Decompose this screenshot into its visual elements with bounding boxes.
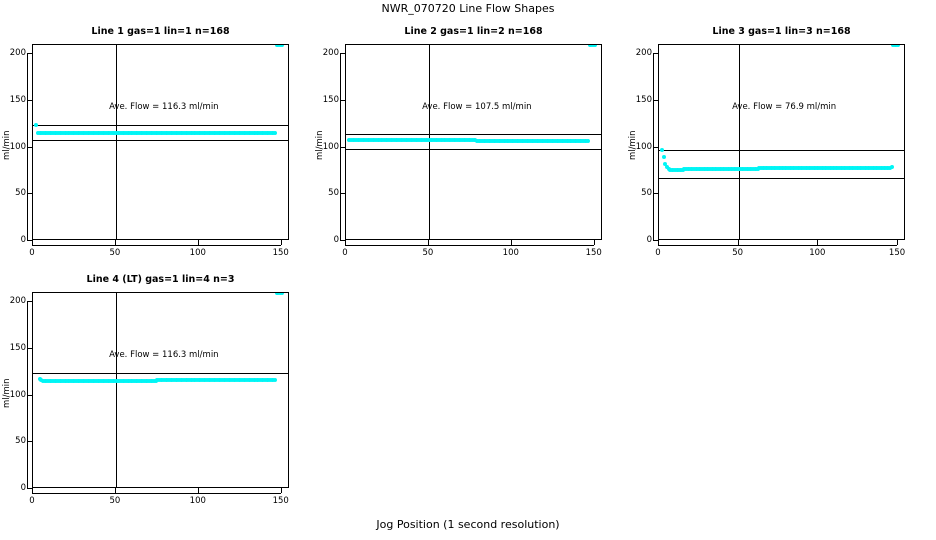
data-point xyxy=(662,155,666,159)
x-tick xyxy=(594,240,595,245)
x-tick-label: 150 xyxy=(272,496,289,506)
data-point xyxy=(280,44,284,47)
data-point xyxy=(896,44,900,47)
reference-hline xyxy=(346,134,601,135)
x-tick-label: 50 xyxy=(109,496,121,506)
x-axis-line xyxy=(32,245,281,246)
y-tick-label: 50 xyxy=(328,188,339,199)
y-tick-label: 100 xyxy=(635,141,652,152)
y-tick-label: 0 xyxy=(20,235,26,245)
chart-panel-line4 xyxy=(0,274,289,510)
x-tick-label: 0 xyxy=(29,248,35,258)
x-tick-label: 50 xyxy=(109,248,121,258)
plot-area xyxy=(32,44,289,240)
x-tick-label: 100 xyxy=(189,248,206,258)
y-tick-label: 200 xyxy=(635,48,652,59)
x-axis-line xyxy=(345,245,594,246)
figure-xlabel: Jog Position (1 second resolution) xyxy=(376,518,560,531)
y-tick-label: 100 xyxy=(9,141,26,152)
figure-title: NWR_070720 Line Flow Shapes xyxy=(381,2,555,15)
reference-hline xyxy=(33,373,288,374)
x-axis-line xyxy=(32,493,281,494)
average-flow-annotation: Ave. Flow = 76.9 ml/min xyxy=(732,102,837,112)
x-tick-label: 100 xyxy=(809,248,826,258)
y-tick-label: 150 xyxy=(9,343,26,353)
reference-vline xyxy=(429,45,430,239)
x-tick xyxy=(281,488,282,493)
y-tick-label: 150 xyxy=(322,95,339,105)
reference-hline xyxy=(659,178,904,179)
x-tick-label: 100 xyxy=(189,496,206,506)
data-point xyxy=(280,292,284,295)
x-tick-label: 100 xyxy=(502,248,519,258)
data-point xyxy=(660,148,664,152)
reference-hline xyxy=(33,125,288,126)
y-tick-label: 50 xyxy=(641,188,652,199)
y-tick-label: 200 xyxy=(9,48,26,59)
y-tick-label: 0 xyxy=(333,235,339,245)
reference-hline xyxy=(659,150,904,151)
y-tick-label: 100 xyxy=(322,141,339,152)
reference-vline xyxy=(116,293,117,487)
average-flow-annotation: Ave. Flow = 116.3 ml/min xyxy=(109,350,219,360)
panel-title: Line 4 (LT) gas=1 lin=4 n=3 xyxy=(86,274,235,285)
panel-title: Line 1 gas=1 lin=1 n=168 xyxy=(91,26,230,37)
plot-area xyxy=(658,44,905,240)
y-tick-label: 50 xyxy=(15,436,26,447)
reference-vline xyxy=(116,45,117,239)
y-tick-label: 0 xyxy=(646,235,652,245)
chart-panel-line3 xyxy=(626,26,906,262)
panel-title: Line 2 gas=1 lin=2 n=168 xyxy=(404,26,543,37)
chart-panel-line1 xyxy=(0,26,289,262)
y-axis-line xyxy=(653,53,654,240)
y-tick-label: 0 xyxy=(20,483,26,493)
reference-hline xyxy=(33,140,288,141)
y-tick-label: 100 xyxy=(9,389,26,400)
panel-title: Line 3 gas=1 lin=3 n=168 xyxy=(712,26,851,37)
data-point xyxy=(593,44,597,47)
y-tick-label: 200 xyxy=(9,296,26,307)
y-axis-line xyxy=(340,53,341,240)
data-point xyxy=(34,487,38,488)
data-point xyxy=(273,131,277,135)
y-tick-label: 150 xyxy=(635,95,652,105)
x-tick-label: 0 xyxy=(342,248,348,258)
average-flow-annotation: Ave. Flow = 116.3 ml/min xyxy=(109,102,219,112)
plot-area xyxy=(345,44,602,240)
y-axis-label: ml/min xyxy=(2,378,12,408)
x-tick-label: 50 xyxy=(732,248,744,258)
x-axis-line xyxy=(658,245,897,246)
x-tick-label: 150 xyxy=(272,248,289,258)
y-axis-label: ml/min xyxy=(2,130,12,160)
x-tick xyxy=(281,240,282,245)
data-point xyxy=(586,139,590,143)
y-tick-label: 50 xyxy=(15,188,26,199)
y-tick-label: 200 xyxy=(322,48,339,59)
y-axis-label: ml/min xyxy=(315,130,325,160)
y-axis-line xyxy=(27,301,28,488)
x-tick xyxy=(897,240,898,245)
y-tick-label: 150 xyxy=(9,95,26,105)
x-tick-label: 50 xyxy=(422,248,434,258)
plot-area xyxy=(32,292,289,488)
x-tick-label: 0 xyxy=(655,248,661,258)
data-point xyxy=(890,165,894,169)
average-flow-annotation: Ave. Flow = 107.5 ml/min xyxy=(422,102,532,112)
x-tick-label: 0 xyxy=(29,496,35,506)
chart-panel-line2 xyxy=(313,26,602,262)
reference-vline xyxy=(739,45,740,239)
x-tick-label: 150 xyxy=(888,248,906,258)
reference-hline xyxy=(346,149,601,150)
data-point xyxy=(273,378,277,382)
data-point xyxy=(34,123,38,127)
y-axis-label: ml/min xyxy=(628,130,638,160)
x-tick-label: 150 xyxy=(585,248,602,258)
y-axis-line xyxy=(27,53,28,240)
